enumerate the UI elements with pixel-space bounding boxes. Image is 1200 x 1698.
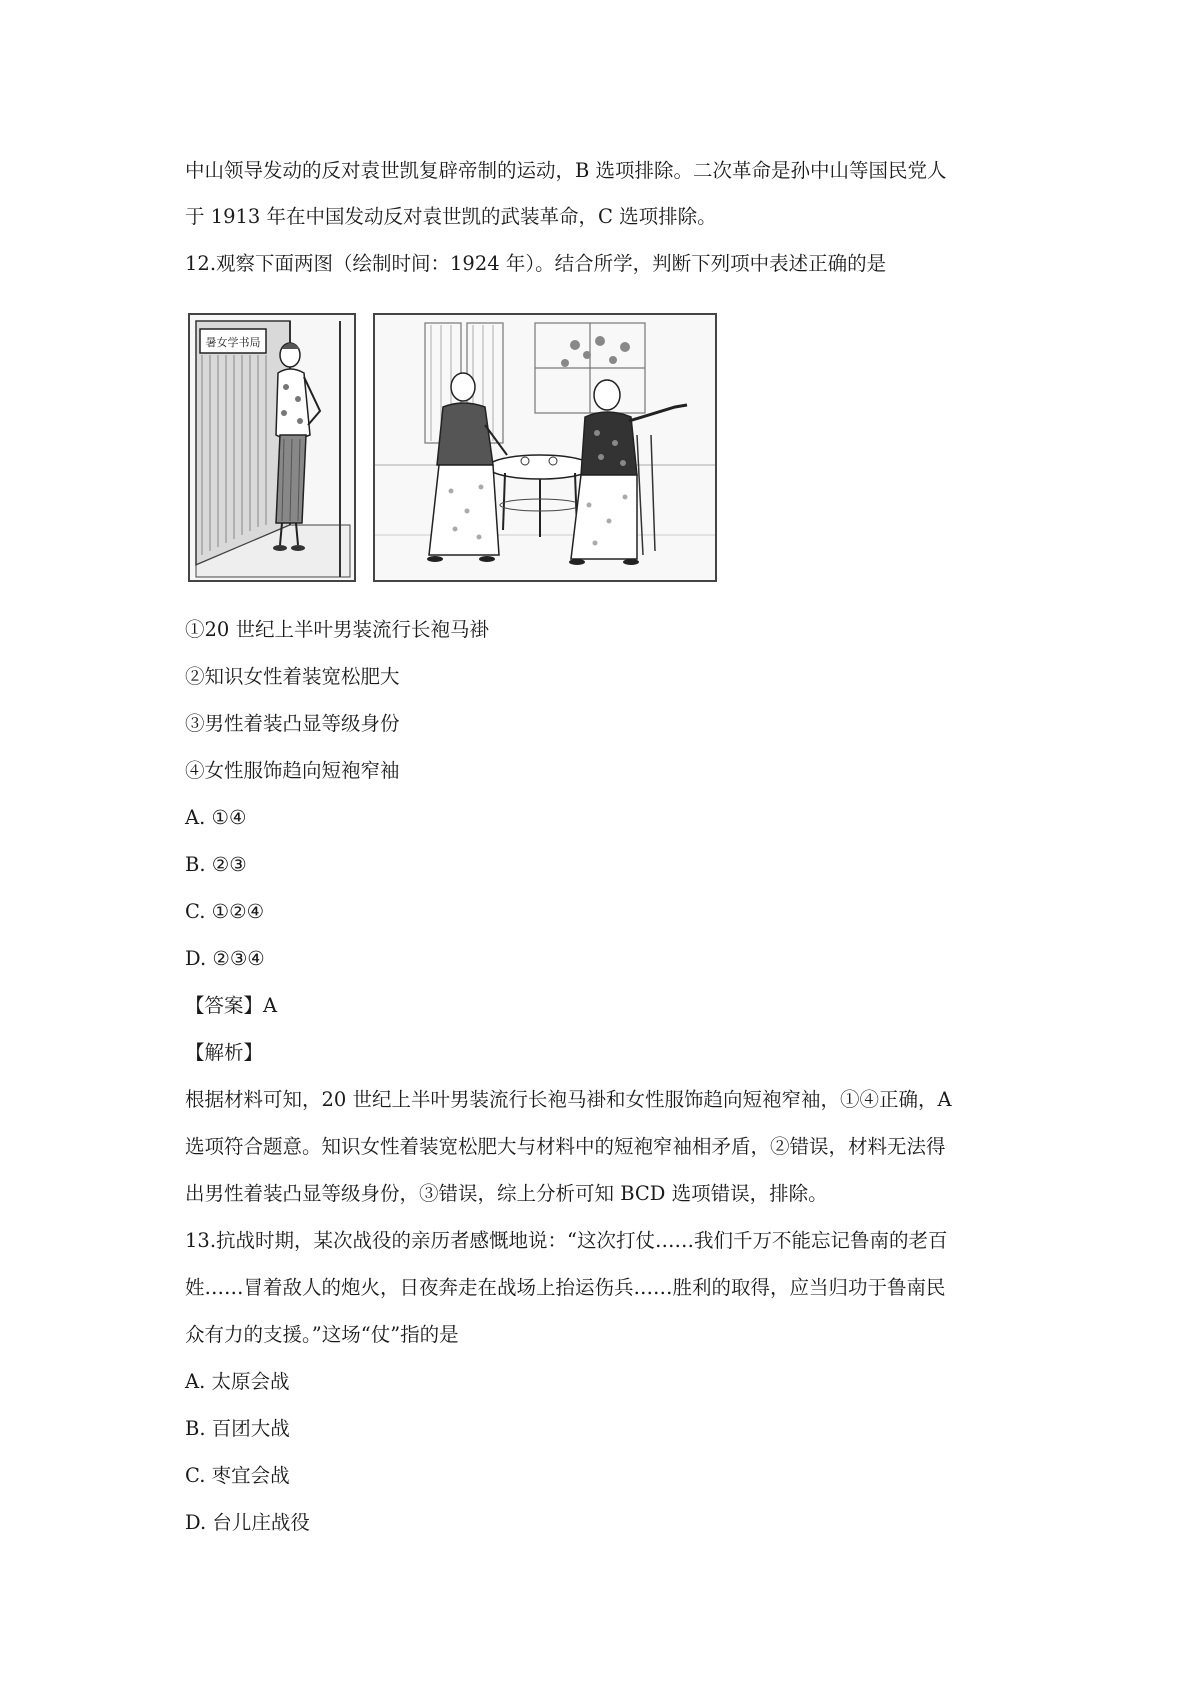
illustration-two-men xyxy=(373,313,717,582)
analysis-line: 选项符合题意。知识女性着装宽松肥大与材料中的短袍窄袖相矛盾，②错误，材料无法得 xyxy=(185,1135,946,1158)
option-a: A. 太原会战 xyxy=(185,1370,290,1393)
option-d: D. ②③④ xyxy=(185,947,265,970)
question-13-stem: 13.抗战时期，某次战役的亲历者感慨地说：“这次打仗……我们千万不能忘记鲁南的老百 xyxy=(185,1229,948,1252)
question-13-stem: 众有力的支援。”这场“仗”指的是 xyxy=(185,1323,459,1346)
question-13-stem: 姓……冒着敌人的炮火，日夜奔走在战场上抬运伤兵……胜利的取得，应当归功于鲁南民 xyxy=(185,1276,946,1299)
paragraph-line: 于 1913 年在中国发动反对袁世凯的武装革命，C 选项排除。 xyxy=(185,205,717,228)
statement-4: ④女性服饰趋向短袍窄袖 xyxy=(185,759,400,782)
analysis-line: 出男性着装凸显等级身份，③错误，综上分析可知 BCD 选项错误，排除。 xyxy=(185,1182,828,1205)
analysis-line: 根据材料可知，20 世纪上半叶男装流行长袍马褂和女性服饰趋向短袍窄袖，①④正确，A xyxy=(185,1088,952,1111)
option-d: D. 台儿庄战役 xyxy=(185,1511,310,1534)
statement-2: ②知识女性着装宽松肥大 xyxy=(185,665,400,688)
statement-1: ①20 世纪上半叶男装流行长袍马褂 xyxy=(185,618,490,641)
question-12-stem: 12.观察下面两图（绘制时间：1924 年）。结合所学，判断下列项中表述正确的是 xyxy=(185,252,887,275)
statement-3: ③男性着装凸显等级身份 xyxy=(185,712,400,735)
option-c: C. 枣宜会战 xyxy=(185,1464,290,1487)
analysis-label: 【解析】 xyxy=(185,1041,264,1064)
answer-label: 【答案】A xyxy=(185,994,278,1017)
paragraph-line: 中山领导发动的反对袁世凯复辟帝制的运动，B 选项排除。二次革命是孙中山等国民党人 xyxy=(185,159,947,182)
option-c: C. ①②④ xyxy=(185,900,265,923)
illustration-woman xyxy=(188,313,356,582)
option-b: B. ②③ xyxy=(185,853,247,876)
sign-text: 暑女学书局 xyxy=(205,336,261,349)
option-b: B. 百团大战 xyxy=(185,1417,290,1440)
option-a: A. ①④ xyxy=(185,806,247,829)
